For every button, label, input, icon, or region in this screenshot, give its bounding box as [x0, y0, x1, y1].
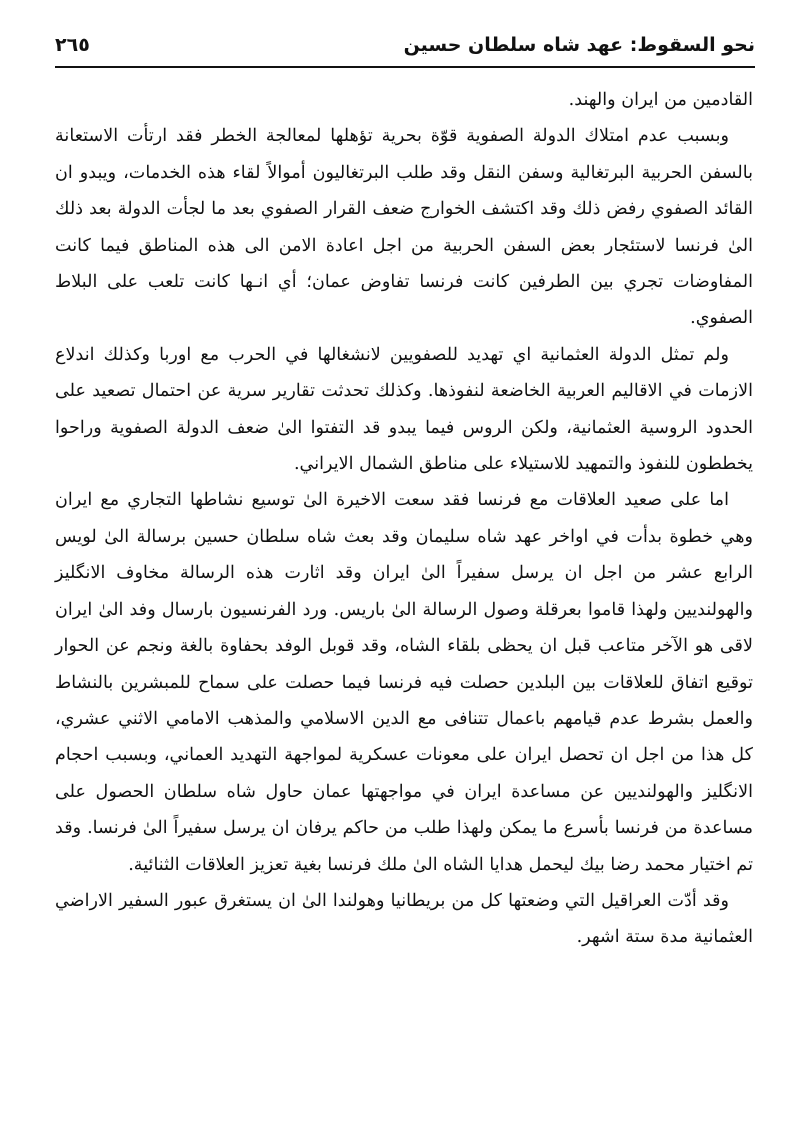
running-header: [55, 30, 755, 64]
paragraph: القادمين من ايران والهند.: [568, 90, 753, 110]
page-number: ٢٦٥: [55, 34, 90, 56]
chapter-title: نحو السقوط: عهد شاه سلطان حسين: [403, 34, 755, 56]
paragraph: اما على صعيد العلاقات مع فرنسا فقد سعت الاخيرة الىٰ توسيع نشاطها التجاري مع ايران وهي خطوة بدأت في اواخر عهد شاه سليمان وقد بعث شاه سلطان حسين برسالة الىٰ لويس الرابع عشر من اجل ان يرسل سفيراً الىٰ ايران وقد اثارت هذه الرسالة مخاوف الانگليز والهولنديين ولهذا قاموا بعرقلة وصول الرسالة الىٰ باريس. ورد الفرنسيون بارسال وفد الىٰ ايران لاقى هو الآخر متاعب قبل ان يحظى بلقاء الشاه، وقد قوبل الوفد بحفاوة بالغة ونجم عن الحوار توقيع اتفاق للعلاقات بين البلدين حصلت فيه فرنسا فيما حصلت على سماح للمبشرين بالنشاط والعمل بشرط عدم قيامهم باعمال تتنافى مع الدين الاسلامي والمذهب الامامي الاثني عشري، كل هذا من اجل ان تحصل ايران على معونات عسكرية لمواجهة التهديد العماني، وبسبب احجام الانگليز والهولنديين عن مساعدة ايران في مواجهتها عمان حاول شاه سلطان الحصول على مساعدة من فرنسا بأسرع ما يمكن ولهذا طلب من حاكم يرفان ان يرسل سفيراً الىٰ فرنسا. وقد تم اختيار محمد رضا بيك ليحمل هدايا الشاه الىٰ ملك فرنسا بغية تعزيز العلاقات الثنائية.: [55, 490, 753, 875]
paragraph: وبسبب عدم امتلاك الدولة الصفوية قوّة بحرية تؤهلها لمعالجة الخطر فقد ارتأت الاستعانة بالسفن الحربية البرتغالية وسفن النقل وقد طلب البرتغاليون أموالاً لقاء هذه الخدمات، ويبدو ان القائد الصفوي رفض ذلك وقد اكتشف الخوارج ضعف القرار الصفوي بعد ما لجأت الدولة بعد ذلك الىٰ فرنسا لاستئجار بعض السفن الحربية من اجل اعادة الامن الى هذه المناطق فيما كانت المفاوضات تجري بين الطرفين كانت فرنسا تفاوض عمان؛ أي انـها كانت تلعب على البلاط الصفوي.: [55, 126, 753, 329]
paragraph: وقد أدّت العراقيل التي وضعتها كل من بريطانيا وهولندا الىٰ ان يستغرق عبور السفير الاراضي العثمانية مدة ستة اشهر.: [55, 890, 753, 948]
header-divider: [55, 66, 755, 68]
paragraph: ولم تمثل الدولة العثمانية اي تهديد للصفويين لانشغالها في الحرب مع اوربا وكذلك اندلاع الازمات في الاقاليم العربية الخاضعة لنفوذها. وكذلك تحدثت تقارير سرية عن احتمال تصعيد على الحدود الروسية العثمانية، ولكن الروس فيما يبدو قد التفتوا الىٰ ضعف الدولة الصفوية وراحوا يخططون للنفوذ والتمهيد للاستيلاء على مناطق الشمال الايراني.: [55, 344, 753, 475]
body-text: [55, 82, 753, 956]
